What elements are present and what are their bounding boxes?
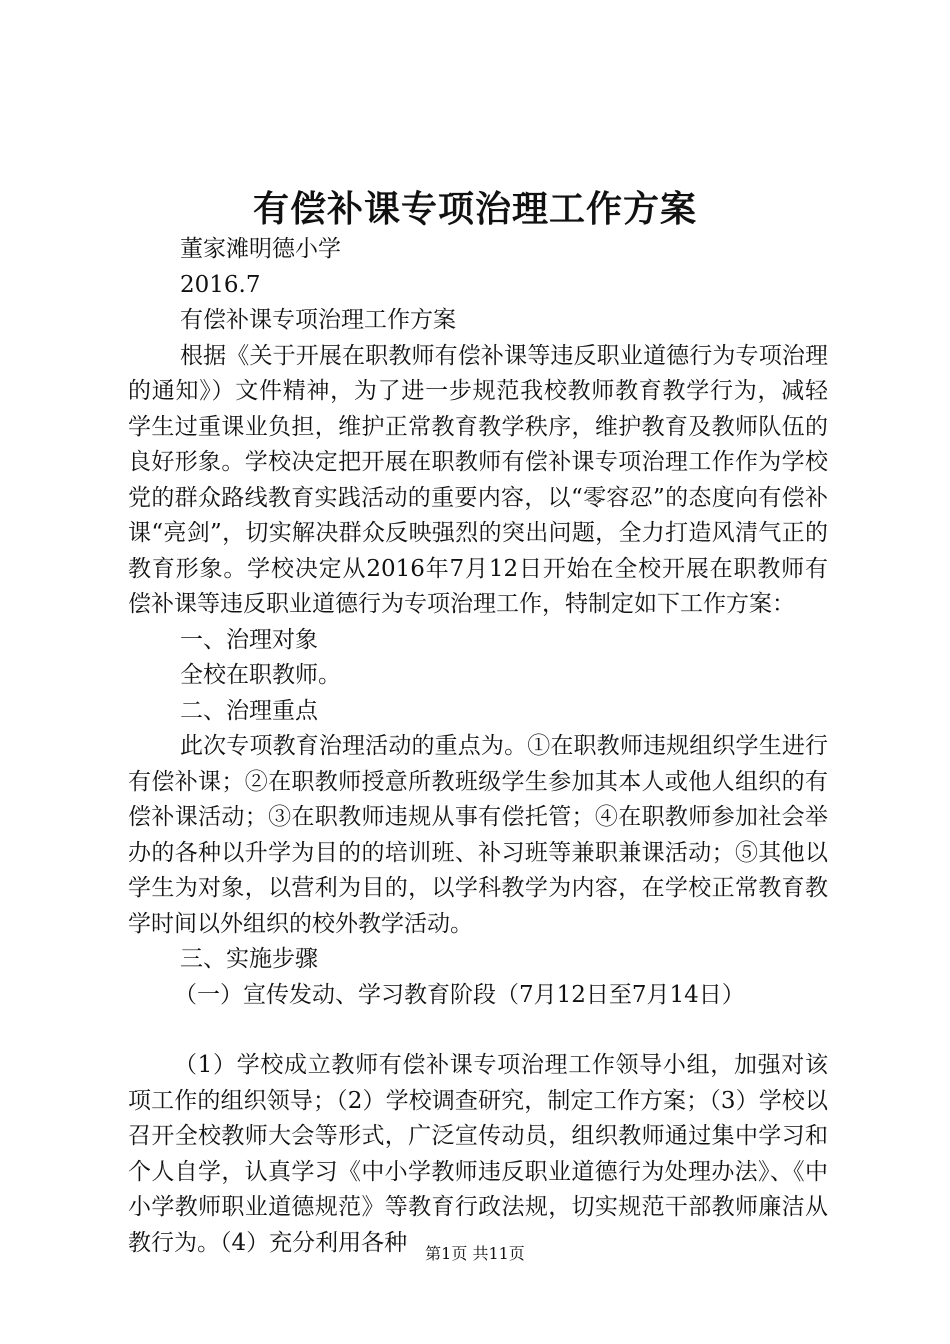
section-text-focus: 此次专项教育治理活动的重点为。①在职教师违规组织学生进行有偿补课；②在职教师授意所教班级学生参加其本人或他人组织的有偿补课活动；③在职教师违规从事有偿托管；④在职教师参加社会举办的各种以升学为目的的培训班、补习班等兼职兼课活动；⑤其他以学生为对象，以营利为目的，以学科教学为内容，在学校正常教育教学时间以外组织的校外教学活动。 xyxy=(128,733,828,937)
document-title: 有偿补课专项治理工作方案 xyxy=(252,188,697,230)
section-heading-targets: 一、治理对象 xyxy=(180,626,318,653)
section-heading-steps: 三、实施步骤 xyxy=(180,946,318,972)
intro-paragraph: 根据《关于开展在职教师有偿补课等违反职业道德行为专项治理的通知》）文件精神，为了进一步规范我校教师教育教学行为，减轻学生过重课业负担，维护正常教育教学秩序，维护教育及教师队伍的良好形象。学校决定把开展在职教师有偿补课专项治理工作作为学校党的群众路线教育实践活动的重要内容，以“零容忍”的态度向有偿补课“亮剑”，切实解决群众反映强烈的突出问题，全力打造风清气正的教育形象。学校决定从2016年7月12日开始在全校开展在职教师有偿补课等违反职业道德行为专项治理工作，特制定如下工作方案： xyxy=(128,342,828,617)
school-name: 董家滩明德小学 xyxy=(180,236,341,262)
section-text-targets: 全校在职教师。 xyxy=(180,662,341,688)
section-heading-focus: 二、治理重点 xyxy=(180,697,318,724)
phase-text-publicity: （1）学校成立教师有偿补课专项治理工作领导小组，加强对该项工作的组织领导；（2）学校调查研究，制定工作方案；（3）学校以召开全校教师大会等形式，广泛宣传动员，组织教师通过集中学习和个人自学，认真学习《中小学教师违反职业道德行为处理办法》、《中小学教师职业道德规范》等教育行政法规，切实规范干部教师廉洁从教行为。（4）充分利用各种 xyxy=(128,1052,828,1256)
paragraph-gap xyxy=(128,1013,828,1048)
document-body xyxy=(128,232,828,1261)
document-date: 2016.7 xyxy=(180,271,261,298)
page-footer: 第1页 共11页 xyxy=(425,1244,525,1263)
document-subtitle: 有偿补课专项治理工作方案 xyxy=(180,307,456,333)
phase-heading-publicity: （一）宣传发动、学习教育阶段（7月12日至7月14日） xyxy=(174,981,745,1008)
